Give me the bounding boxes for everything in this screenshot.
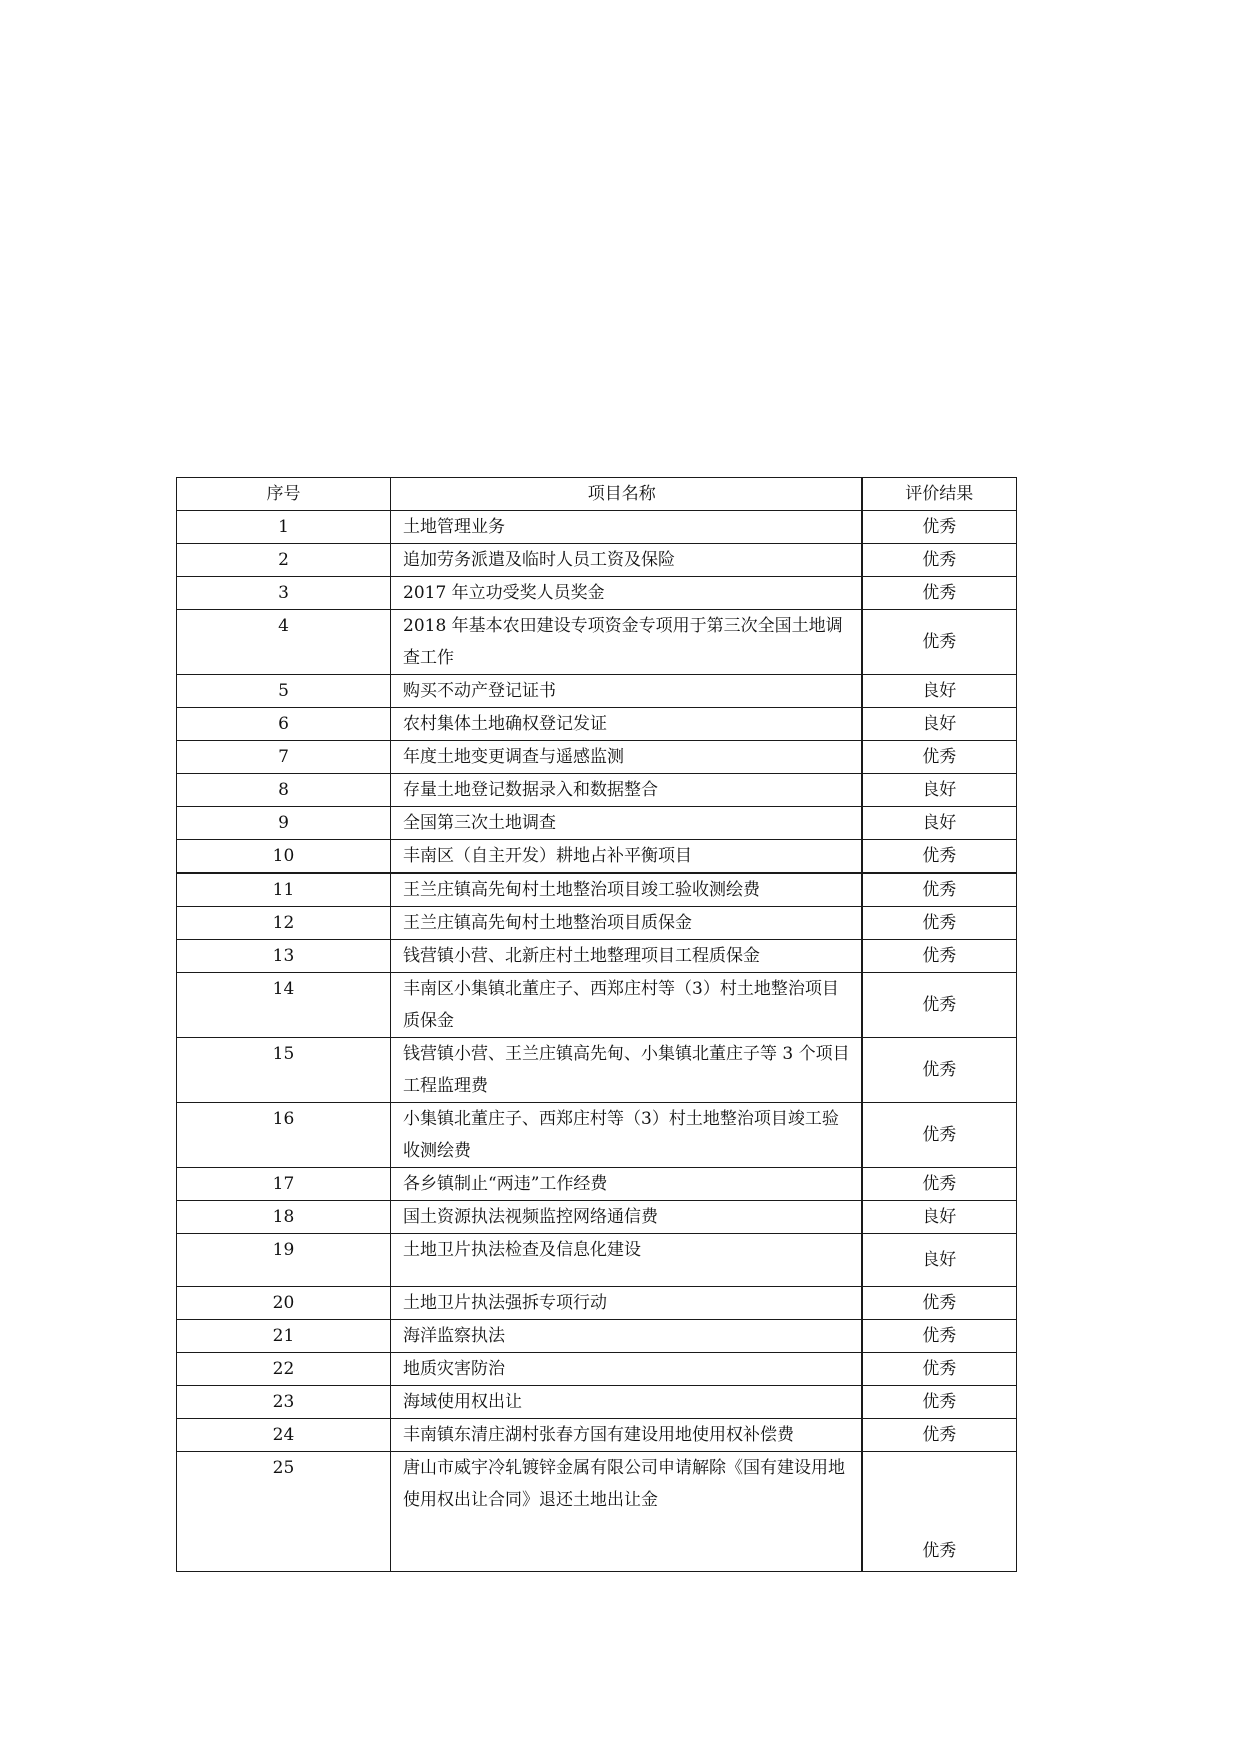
table-row	[177, 1320, 1017, 1353]
row-name: 唐山市威宇冷轧镀锌金属有限公司申请解除《国有建设用地使用权出让合同》退还土地出让金	[391, 1452, 862, 1572]
row-name: 全国第三次土地调查	[391, 807, 862, 840]
row-result: 良好	[862, 1201, 1017, 1234]
table-row	[177, 577, 1017, 610]
table-row	[177, 1234, 1017, 1287]
table-row	[177, 807, 1017, 840]
row-result: 优秀	[862, 907, 1017, 940]
row-index: 5	[177, 675, 391, 708]
row-index: 1	[177, 511, 391, 544]
row-name: 购买不动产登记证书	[391, 675, 862, 708]
row-result: 优秀	[862, 1287, 1017, 1320]
table-row	[177, 973, 1017, 1038]
row-result: 优秀	[862, 1168, 1017, 1201]
header-name: 项目名称	[391, 478, 862, 511]
row-index: 20	[177, 1287, 391, 1320]
row-index: 3	[177, 577, 391, 610]
row-result: 优秀	[862, 873, 1017, 907]
row-name: 土地卫片执法检查及信息化建设	[391, 1234, 862, 1287]
row-name: 国土资源执法视频监控网络通信费	[391, 1201, 862, 1234]
table-row	[177, 511, 1017, 544]
row-index: 2	[177, 544, 391, 577]
row-index: 23	[177, 1386, 391, 1419]
table-row	[177, 774, 1017, 807]
row-result: 优秀	[862, 840, 1017, 874]
table-row	[177, 1452, 1017, 1572]
row-result: 优秀	[862, 1320, 1017, 1353]
header-result: 评价结果	[862, 478, 1017, 511]
row-name: 钱营镇小营、北新庄村土地整理项目工程质保金	[391, 940, 862, 973]
row-name: 追加劳务派遣及临时人员工资及保险	[391, 544, 862, 577]
row-result: 良好	[862, 1234, 1017, 1287]
row-name: 土地卫片执法强拆专项行动	[391, 1287, 862, 1320]
table-row	[177, 544, 1017, 577]
row-index: 10	[177, 840, 391, 874]
row-index: 9	[177, 807, 391, 840]
row-result: 良好	[862, 708, 1017, 741]
row-index: 7	[177, 741, 391, 774]
row-index: 15	[177, 1038, 391, 1103]
row-index: 11	[177, 873, 391, 907]
table-row	[177, 675, 1017, 708]
table-row	[177, 1201, 1017, 1234]
table-header-row	[177, 478, 1017, 511]
table-row	[177, 741, 1017, 774]
table-row	[177, 873, 1017, 907]
row-index: 21	[177, 1320, 391, 1353]
table-row	[177, 840, 1017, 874]
row-result: 优秀	[862, 973, 1017, 1038]
row-name: 丰南区小集镇北董庄子、西郑庄村等（3）村土地整治项目质保金	[391, 973, 862, 1038]
row-name: 王兰庄镇高先甸村土地整治项目质保金	[391, 907, 862, 940]
evaluation-table	[176, 477, 1017, 1572]
row-result: 优秀	[862, 741, 1017, 774]
row-index: 24	[177, 1419, 391, 1452]
row-name: 小集镇北董庄子、西郑庄村等（3）村土地整治项目竣工验收测绘费	[391, 1103, 862, 1168]
row-result: 优秀	[862, 544, 1017, 577]
row-result: 优秀	[862, 511, 1017, 544]
row-index: 4	[177, 610, 391, 675]
row-name: 2018 年基本农田建设专项资金专项用于第三次全国土地调查工作	[391, 610, 862, 675]
row-index: 6	[177, 708, 391, 741]
row-index: 8	[177, 774, 391, 807]
row-result: 优秀	[862, 577, 1017, 610]
row-name: 钱营镇小营、王兰庄镇高先甸、小集镇北董庄子等 3 个项目工程监理费	[391, 1038, 862, 1103]
row-name: 土地管理业务	[391, 511, 862, 544]
row-index: 18	[177, 1201, 391, 1234]
row-index: 16	[177, 1103, 391, 1168]
table-row	[177, 1103, 1017, 1168]
row-name: 年度土地变更调查与遥感监测	[391, 741, 862, 774]
table-row	[177, 1386, 1017, 1419]
table-row	[177, 907, 1017, 940]
row-result: 优秀	[862, 940, 1017, 973]
row-name: 海洋监察执法	[391, 1320, 862, 1353]
row-index: 13	[177, 940, 391, 973]
row-result: 优秀	[862, 1038, 1017, 1103]
table-row	[177, 1038, 1017, 1103]
row-index: 17	[177, 1168, 391, 1201]
table-row	[177, 1419, 1017, 1452]
row-name: 王兰庄镇高先甸村土地整治项目竣工验收测绘费	[391, 873, 862, 907]
row-index: 12	[177, 907, 391, 940]
row-name: 地质灾害防治	[391, 1353, 862, 1386]
row-result: 优秀	[862, 1353, 1017, 1386]
row-result: 良好	[862, 675, 1017, 708]
row-name: 丰南区（自主开发）耕地占补平衡项目	[391, 840, 862, 874]
row-name: 2017 年立功受奖人员奖金	[391, 577, 862, 610]
row-index: 25	[177, 1452, 391, 1572]
row-result: 优秀	[862, 1452, 1017, 1572]
table-row	[177, 610, 1017, 675]
row-result: 良好	[862, 807, 1017, 840]
row-index: 14	[177, 973, 391, 1038]
row-result: 优秀	[862, 1419, 1017, 1452]
row-name: 丰南镇东清庄湖村张春方国有建设用地使用权补偿费	[391, 1419, 862, 1452]
row-result: 优秀	[862, 610, 1017, 675]
row-result: 良好	[862, 774, 1017, 807]
row-name: 存量土地登记数据录入和数据整合	[391, 774, 862, 807]
row-index: 22	[177, 1353, 391, 1386]
row-result: 优秀	[862, 1103, 1017, 1168]
row-name: 农村集体土地确权登记发证	[391, 708, 862, 741]
row-name: 各乡镇制止“两违”工作经费	[391, 1168, 862, 1201]
row-name: 海域使用权出让	[391, 1386, 862, 1419]
table-row	[177, 1353, 1017, 1386]
table-row	[177, 1287, 1017, 1320]
table-row	[177, 708, 1017, 741]
table-row	[177, 940, 1017, 973]
row-result: 优秀	[862, 1386, 1017, 1419]
table-row	[177, 1168, 1017, 1201]
row-index: 19	[177, 1234, 391, 1287]
header-index: 序号	[177, 478, 391, 511]
